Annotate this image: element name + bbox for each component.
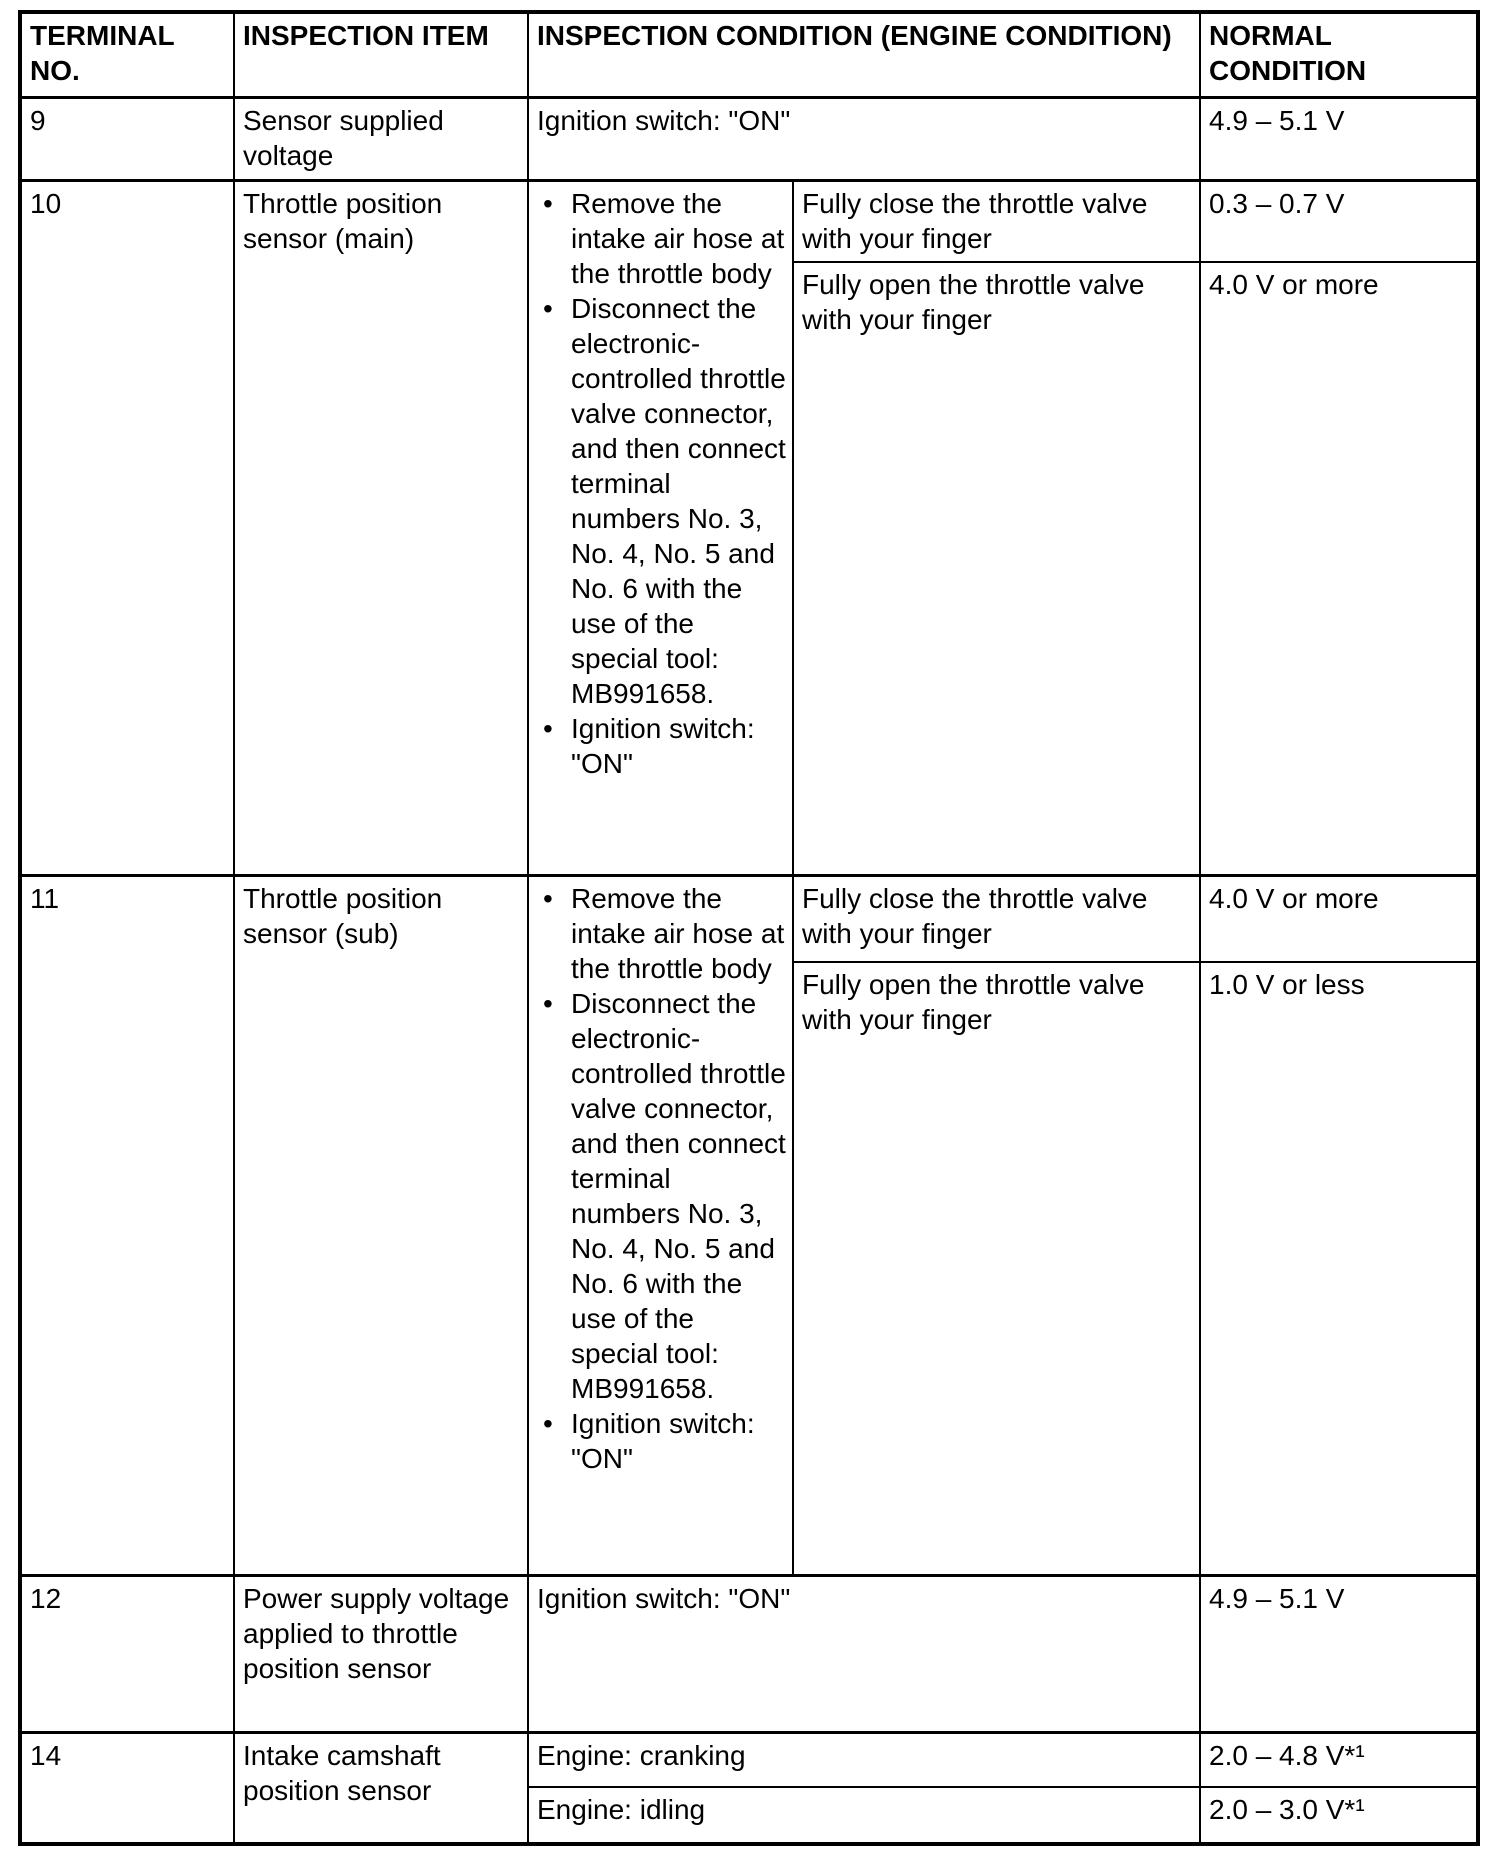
bullet-item: • Disconnect the electronic-controlled throttle valve connector, and then connect terminal numbers No. 3, No. 4, No. 5 and No. 6 with the use of the special tool: MB991658. bbox=[537, 986, 786, 1406]
table-row-terminal-14 bbox=[20, 1732, 1478, 1787]
inspection-condition-cell: Engine: cranking bbox=[528, 1732, 1200, 1787]
normal-condition-cell: 2.0 – 3.0 V*¹ bbox=[1200, 1787, 1478, 1844]
sub-condition-cell: Fully open the throttle valve with your finger bbox=[793, 262, 1200, 875]
bullet-item: • Ignition switch: "ON" bbox=[537, 1406, 786, 1476]
bullet-item: • Remove the intake air hose at the throttle body bbox=[537, 881, 786, 986]
header-inspection-condition: INSPECTION CONDITION (ENGINE CONDITION) bbox=[528, 12, 1200, 97]
preparation-steps-cell bbox=[528, 875, 793, 1575]
header-terminal-no: TERMINAL NO. bbox=[20, 12, 234, 97]
preparation-steps-cell bbox=[528, 180, 793, 875]
terminal-inspection-table bbox=[18, 10, 1480, 1846]
terminal-no-cell: 14 bbox=[20, 1732, 234, 1844]
bullet-item: • Remove the intake air hose at the throttle body bbox=[537, 186, 786, 291]
terminal-no-cell: 12 bbox=[20, 1575, 234, 1732]
table-row-terminal-12 bbox=[20, 1575, 1478, 1732]
normal-condition-cell: 4.0 V or more bbox=[1200, 875, 1478, 962]
inspection-item-cell: Sensor supplied voltage bbox=[234, 97, 528, 180]
normal-condition-cell: 4.0 V or more bbox=[1200, 262, 1478, 875]
terminal-no-cell: 10 bbox=[20, 180, 234, 875]
sub-condition-cell: Fully close the throttle valve with your finger bbox=[793, 180, 1200, 262]
normal-condition-cell: 1.0 V or less bbox=[1200, 962, 1478, 1575]
header-inspection-item: INSPECTION ITEM bbox=[234, 12, 528, 97]
normal-condition-cell: 2.0 – 4.8 V*¹ bbox=[1200, 1732, 1478, 1787]
normal-condition-cell: 4.9 – 5.1 V bbox=[1200, 1575, 1478, 1732]
header-row bbox=[20, 12, 1478, 97]
header-normal-condition: NORMAL CONDITION bbox=[1200, 12, 1478, 97]
inspection-item-cell: Power supply voltage applied to throttle position sensor bbox=[234, 1575, 528, 1732]
bullet-item: • Disconnect the electronic-controlled throttle valve connector, and then connect terminal numbers No. 3, No. 4, No. 5 and No. 6 with the use of the special tool: MB991658. bbox=[537, 291, 786, 711]
inspection-condition-cell: Ignition switch: "ON" bbox=[528, 1575, 1200, 1732]
bullet-item: • Ignition switch: "ON" bbox=[537, 711, 786, 781]
table-row-terminal-11 bbox=[20, 875, 1478, 962]
preparation-bullet-list bbox=[537, 186, 786, 781]
preparation-bullet-list bbox=[537, 881, 786, 1476]
inspection-item-cell: Throttle position sensor (sub) bbox=[234, 875, 528, 1575]
sub-condition-cell: Fully open the throttle valve with your finger bbox=[793, 962, 1200, 1575]
inspection-condition-cell: Engine: idling bbox=[528, 1787, 1200, 1844]
terminal-no-cell: 9 bbox=[20, 97, 234, 180]
inspection-item-cell: Throttle position sensor (main) bbox=[234, 180, 528, 875]
table-row-terminal-10 bbox=[20, 180, 1478, 262]
normal-condition-cell: 4.9 – 5.1 V bbox=[1200, 97, 1478, 180]
inspection-item-cell: Intake camshaft position sensor bbox=[234, 1732, 528, 1844]
inspection-condition-cell: Ignition switch: "ON" bbox=[528, 97, 1200, 180]
sub-condition-cell: Fully close the throttle valve with your finger bbox=[793, 875, 1200, 962]
terminal-no-cell: 11 bbox=[20, 875, 234, 1575]
normal-condition-cell: 0.3 – 0.7 V bbox=[1200, 180, 1478, 262]
table-row-terminal-9 bbox=[20, 97, 1478, 180]
